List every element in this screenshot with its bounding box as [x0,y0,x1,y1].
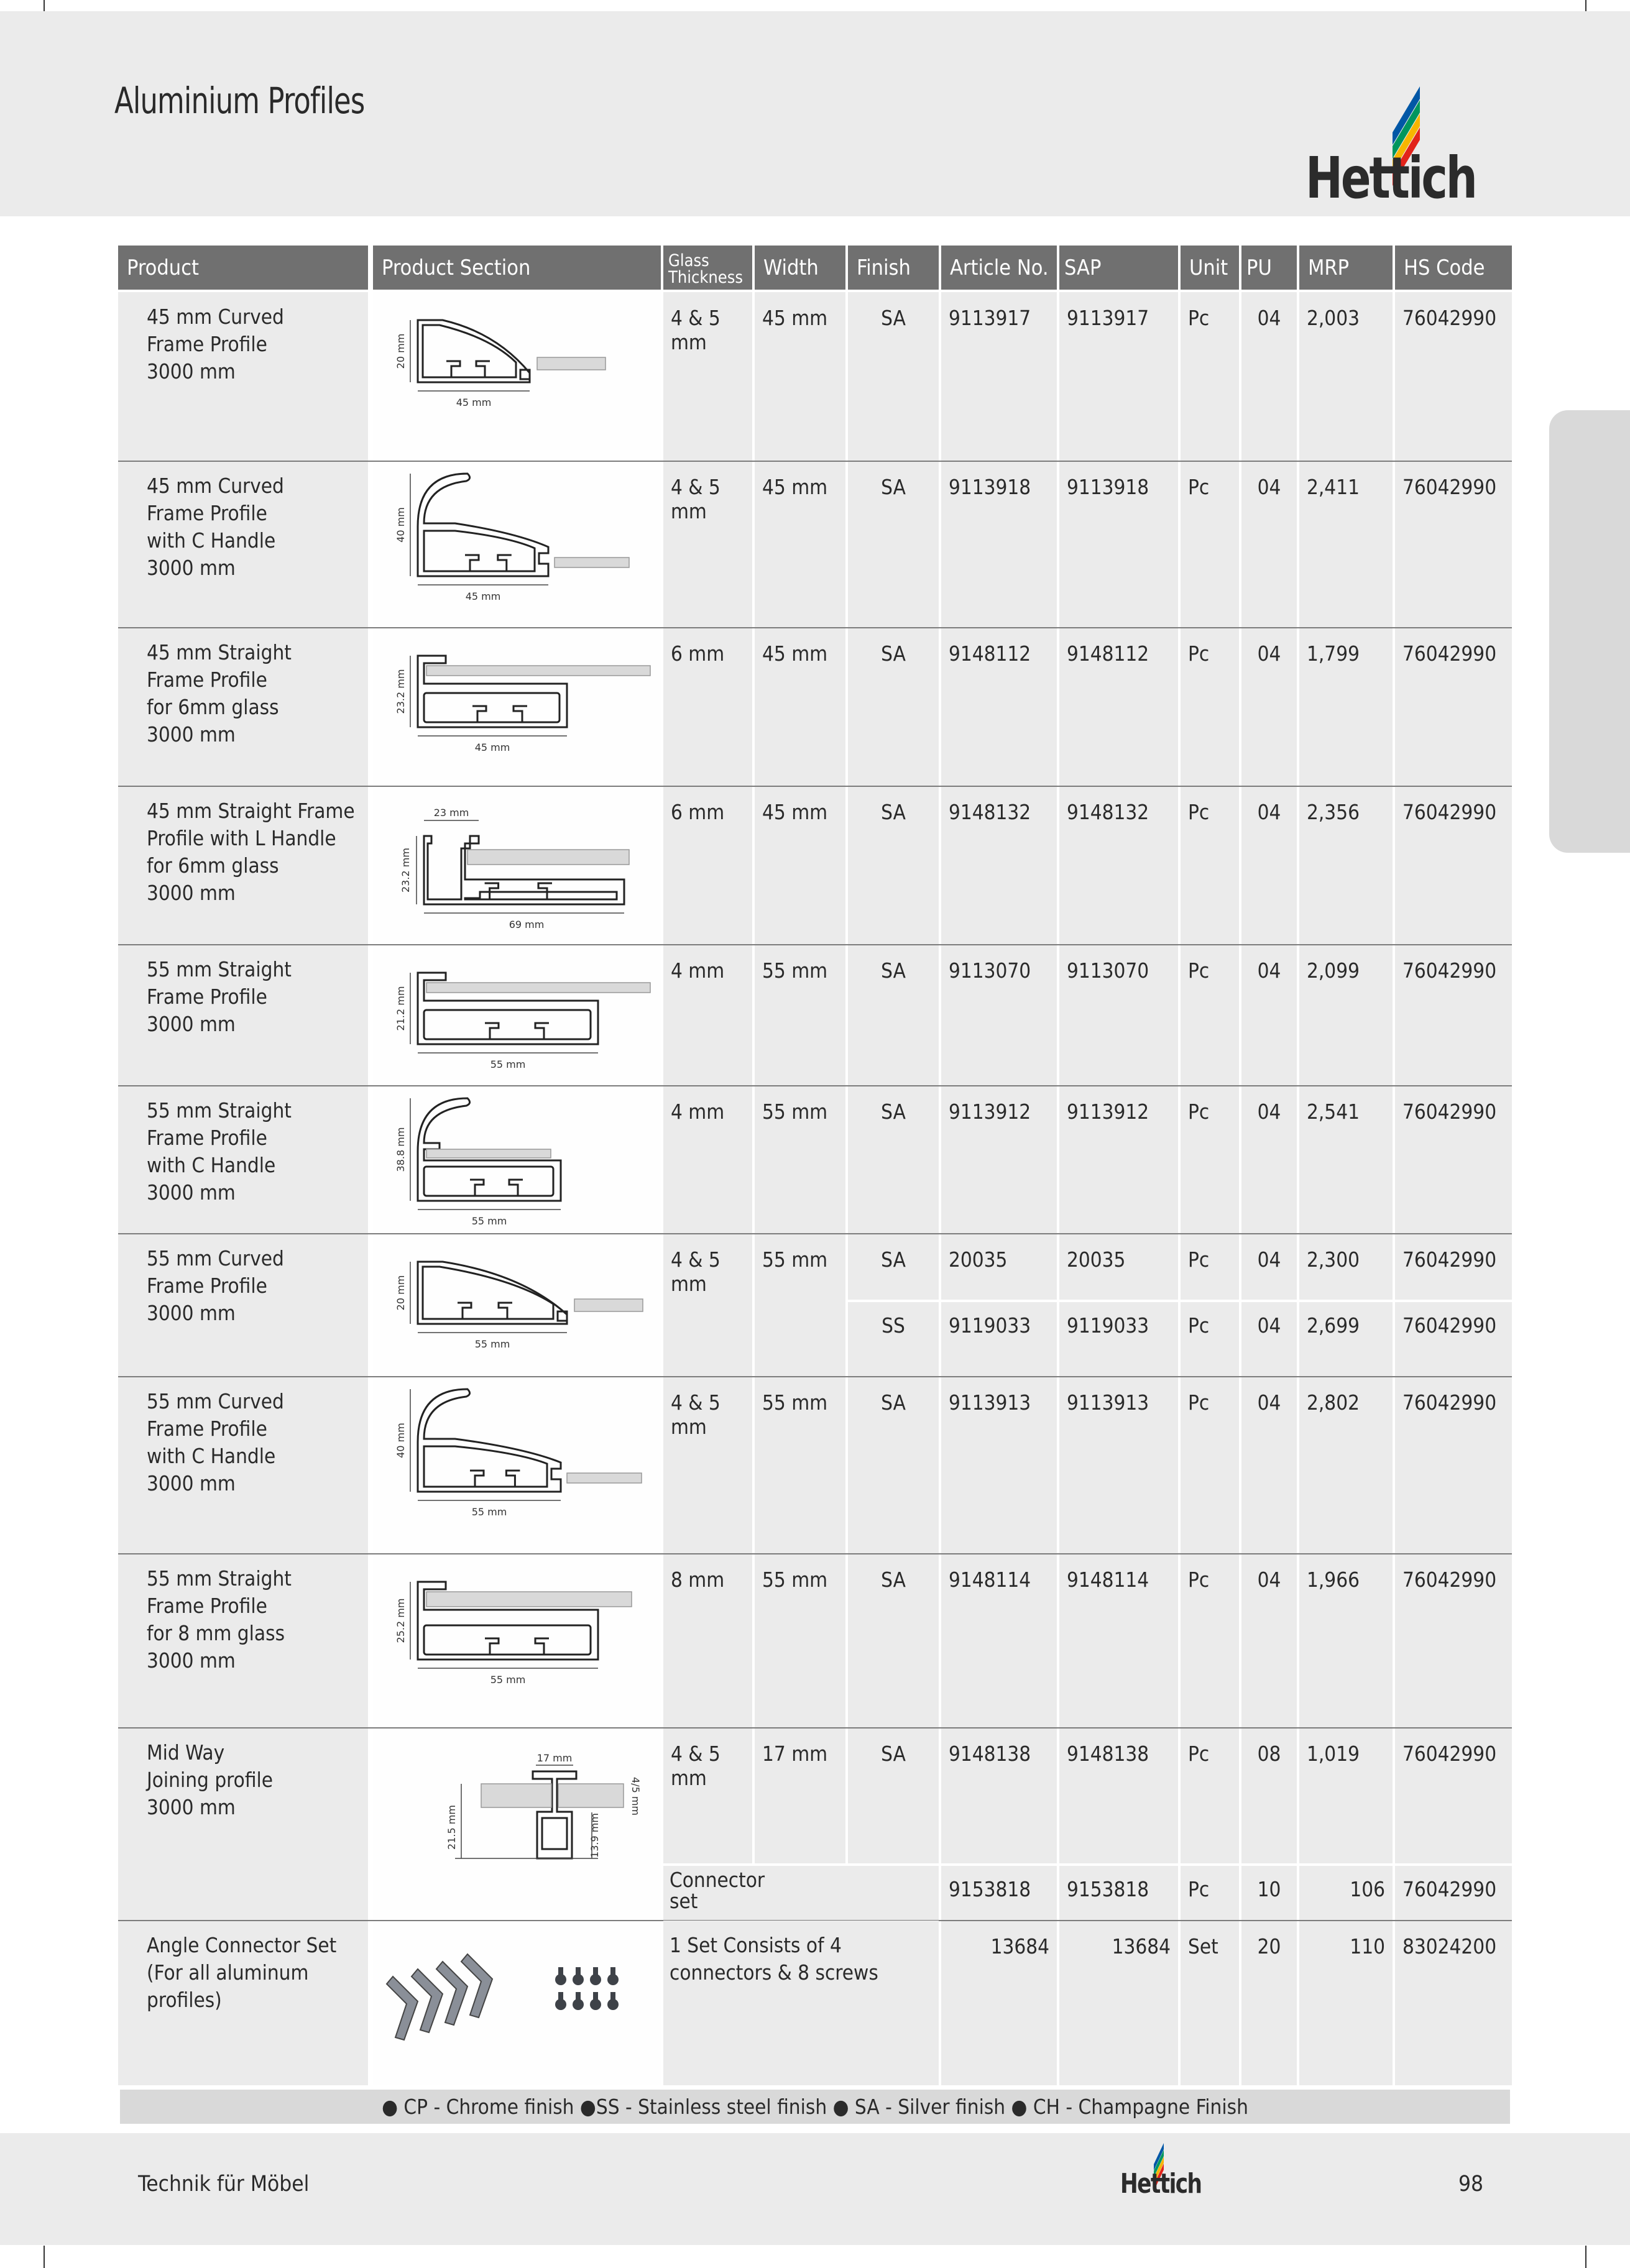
product-name-line: Frame Profile [147,501,267,525]
glass-panel [426,983,650,993]
profile-width: 55 mm [762,958,828,983]
product-section-drawing [374,628,660,786]
dimension-label: 55 mm [471,1215,507,1227]
profile-inner [542,1818,567,1849]
profile-slot [535,1638,549,1655]
product-name-line: Frame Profile [147,985,267,1009]
sap-number: 9113918 [1067,475,1149,499]
profile-width: 45 mm [762,800,828,824]
col-header-pu: PU [1241,246,1297,290]
product-section-drawing [374,292,660,461]
finish-legend: ● CP - Chrome finish ●SS - Stainless steel finish ● SA - Silver finish ● CH - Champagne Finish [120,2090,1510,2124]
col-header-unit: Unit [1181,246,1239,290]
screw-icon [576,1967,581,1975]
profile-slot [476,361,490,377]
screw-icon [576,1992,581,1999]
product-name-line: for 6mm glass [147,853,279,878]
hettich-logo [1305,84,1504,211]
product-name-line: Frame Profile [147,1416,267,1441]
article-number: 9148114 [949,1568,1031,1592]
unit: Pc [1188,306,1210,330]
dimension-label: 21.2 mm [395,986,407,1031]
finish-code: SA [881,1390,906,1415]
profile-slot [472,706,486,722]
sap-number: 9113913 [1067,1390,1149,1415]
dimension-label: 40 mm [395,1423,407,1458]
glass-thickness: 4 & 5 mm [671,306,721,354]
finish-code: SA [881,1100,906,1124]
finish-code: SA [881,306,906,330]
article-number: 13684 [990,1934,1049,1958]
profile-slot [470,1180,484,1196]
glass-panel [426,666,650,676]
product-name-line: 3000 mm [147,722,236,746]
row-separator [118,627,1512,628]
pu: 04 [1257,958,1281,983]
product-name-line: 3000 mm [147,1795,236,1819]
sap-number: 9113912 [1067,1100,1149,1124]
product-name [147,1739,371,1821]
dimension-label: 69 mm [509,919,545,930]
product-name-line: 3000 mm [147,881,236,905]
product-name-line: 45 mm Straight [147,640,292,664]
dimension-label: 21.5 mm [446,1805,458,1850]
col-header-sap: SAP [1059,246,1178,290]
profile-slot [446,361,460,377]
profile-width: 55 mm [762,1247,828,1272]
pu: 10 [1257,1877,1281,1901]
page-title: Aluminium Profiles [114,80,365,122]
glass-panel [481,1784,551,1807]
unit: Pc [1188,1247,1210,1272]
profile-outline [418,320,530,382]
product-name-line: (For all aluminum [147,1960,309,1985]
sap-number: 9148138 [1067,1742,1149,1766]
unit: Pc [1188,1100,1210,1124]
dimension-label: 45 mm [456,397,492,408]
product-name-line: 55 mm Straight [147,957,292,981]
profile-outline [418,1262,567,1324]
product-name-line: 45 mm Curved [147,474,284,498]
sap-number: 9148114 [1067,1568,1149,1592]
article-number: 9113913 [949,1390,1031,1415]
glass-thickness: 4 mm [671,1100,725,1124]
pu: 20 [1257,1934,1281,1958]
article-number: 9113912 [949,1100,1031,1124]
pu: 04 [1257,641,1281,666]
set-description-line: connectors & 8 screws [670,1960,878,1985]
glass-panel [537,357,605,370]
mrp-price: 2,099 [1307,958,1360,983]
dimension-label: 23.2 mm [400,848,412,893]
table-bottom-line [118,2085,1512,2087]
screw-icon [590,1974,601,1985]
product-section-drawing [374,461,660,628]
mrp-price: 2,300 [1307,1247,1360,1272]
profile-width: 55 mm [762,1100,828,1124]
unit: Set [1188,1934,1218,1958]
screw-icon [610,1992,615,1999]
article-number: 9113070 [949,958,1031,983]
sap-number: 9148132 [1067,800,1149,824]
section-side-tab[interactable] [1549,410,1630,853]
screw-icon [573,1974,584,1985]
product-name-line: 3000 mm [147,1648,236,1673]
row-separator [118,1727,1512,1729]
dimension-label: 45 mm [474,741,510,753]
col-header-section: Product Section [373,246,661,290]
profile-outline [418,474,548,576]
mrp-price: 1,019 [1307,1742,1360,1766]
profile-slot [498,555,512,571]
product-section-drawing [374,1554,660,1728]
col-header-article: Article No. [941,246,1057,290]
col-header-finish: Finish [848,246,939,290]
mrp-price: 2,356 [1307,800,1360,824]
product-name [147,639,371,748]
screw-icon [607,1999,619,2010]
product-name [147,1932,371,2014]
product-name-line: with C Handle [147,1153,276,1177]
product-section-drawing [374,1728,660,1921]
product-name-line: 45 mm Curved [147,305,284,329]
product-section-drawing [374,945,660,1086]
dimension-label: 45 mm [465,590,501,602]
unit: Pc [1188,1877,1210,1901]
profile-inner [424,693,559,722]
variant-separator [848,1300,1512,1302]
article-number: 9148132 [949,800,1031,824]
dimension-label: 38.8 mm [395,1127,407,1172]
unit: Pc [1188,800,1210,824]
product-name-line: 3000 mm [147,1301,236,1325]
col-header-glass-line2: Thickness [668,267,744,287]
pu: 04 [1257,306,1281,330]
dimension-label: 55 mm [490,1058,526,1070]
hs-code: 83024200 [1402,1934,1497,1958]
screw-icon [558,1992,563,1999]
mrp-price: 2,541 [1307,1100,1360,1124]
hs-code: 76042990 [1402,1100,1497,1124]
profile-slot [509,1180,523,1196]
glass-panel [555,558,629,567]
product-name-line: Frame Profile [147,668,267,692]
product-name-line: 3000 mm [147,556,236,580]
dimension-label: 55 mm [471,1506,507,1518]
product-name-line: Frame Profile [147,332,267,356]
mrp-price: 2,802 [1307,1390,1360,1415]
finish-code: SA [881,1568,906,1592]
row-separator [118,1085,1512,1086]
profile-slot [513,706,527,722]
profile-slot [470,1471,484,1487]
finish-code: SA [881,958,906,983]
product-name-line: Frame Profile [147,1594,267,1618]
pu: 08 [1257,1742,1281,1766]
profile-outline [424,836,624,904]
col-header-glass [663,246,752,290]
product-name-line: 3000 mm [147,359,236,383]
row-separator [118,461,1512,462]
product-name-line: Angle Connector Set [147,1933,337,1957]
profile-inner [424,1167,553,1196]
screw-icon [573,1999,584,2010]
product-name [147,1245,371,1327]
product-name [147,472,371,582]
row-separator [118,1376,1512,1377]
article-number: 9113918 [949,475,1031,499]
profile-slot [485,1023,499,1039]
page-number: 98 [1458,2172,1484,2197]
product-name [147,956,371,1038]
sap-number: 9148112 [1067,641,1149,666]
finish-code: SA [881,641,906,666]
mrp-price: 106 [1350,1877,1385,1901]
glass-thickness: 6 mm [671,800,725,824]
product-name-line: for 6mm glass [147,695,279,719]
hs-code: 76042990 [1402,1742,1497,1766]
pu: 04 [1257,1390,1281,1415]
profile-inner [465,892,617,899]
dimension-label: 17 mm [536,1752,573,1764]
glass-panel [574,1299,643,1311]
dimension-label: 20 mm [395,1275,407,1311]
product-section-drawing [374,1086,660,1234]
sap-number: 9153818 [1067,1877,1149,1901]
finish-code: SA [881,800,906,824]
dimension-label: 20 mm [395,333,407,369]
crop-mark [44,2246,45,2268]
unit: Pc [1188,1313,1210,1338]
hs-code: 76042990 [1402,958,1497,983]
finish-code: SA [881,1247,906,1272]
unit: Pc [1188,1742,1210,1766]
unit: Pc [1188,958,1210,983]
screw-icon [593,1992,598,1999]
product-name [147,1097,371,1206]
finish-code: SA [881,475,906,499]
row-separator [118,786,1512,787]
row-separator [118,1553,1512,1554]
row-separator [118,944,1512,945]
profile-inner [424,1625,591,1655]
glass-thickness: 6 mm [671,641,725,666]
mrp-price: 1,799 [1307,641,1360,666]
product-name-line: Frame Profile [147,1126,267,1150]
connector-set-label-line: Connector [670,1868,765,1892]
article-number: 9119033 [949,1313,1031,1338]
profile-slot [506,1471,520,1487]
mrp-price: 1,966 [1307,1568,1360,1592]
profile-width: 45 mm [762,641,828,666]
article-number: 9148138 [949,1742,1031,1766]
glass-thickness: 4 & 5 mm [671,475,721,523]
glass-thickness: 4 & 5 mm [671,1742,721,1790]
product-name-line: Joining profile [147,1768,274,1792]
profile-slot [485,1638,499,1655]
product-name [147,303,371,385]
pu: 04 [1257,1313,1281,1338]
glass-thickness: 8 mm [671,1568,725,1592]
product-name-line: Profile with L Handle [147,826,336,850]
sap-number: 20035 [1067,1247,1126,1272]
col-header-width: Width [755,246,845,290]
product-name-line: with C Handle [147,528,276,553]
unit: Pc [1188,1390,1210,1415]
dimension-label: 23 mm [433,807,469,819]
screw-icon [610,1967,615,1975]
glass-thickness: 4 mm [671,958,725,983]
screw-icon [590,1999,601,2010]
connector-set-label [670,1870,765,1912]
product-section-drawing [374,1234,660,1377]
connector-set-label-line: set [670,1889,698,1913]
crop-mark [1585,2246,1586,2268]
dimension-label: 13.9 mm [589,1813,601,1858]
dimension-label: 55 mm [490,1674,526,1686]
profile-width: 55 mm [762,1390,828,1415]
hs-code: 76042990 [1402,1313,1497,1338]
glass-thickness: 4 & 5 mm [671,1390,721,1439]
product-name-line: 55 mm Curved [147,1389,284,1413]
unit: Pc [1188,1568,1210,1592]
product-name-line: 3000 mm [147,1180,236,1205]
dimension-label: 23.2 mm [395,669,407,714]
product-section-drawing [374,1921,660,2085]
profile-width: 55 mm [762,1568,828,1592]
profile-inner [423,1267,553,1319]
sap-number: 9113070 [1067,958,1149,983]
screw-icon [607,1974,619,1985]
profile-slot [499,1303,512,1319]
product-name-line: 45 mm Straight Frame [147,799,355,823]
profile-slot [535,1023,549,1039]
finish-code: SA [881,1742,906,1766]
brand-name: Hettich [1305,145,1476,211]
product-name-line: 55 mm Curved [147,1246,284,1270]
glass-panel [426,1592,632,1607]
set-description [670,1932,943,1986]
product-name-line: with C Handle [147,1444,276,1468]
mrp-price: 110 [1350,1934,1385,1958]
product-name-line: 3000 mm [147,1012,236,1036]
profile-inner [424,1010,591,1039]
profile-width: 45 mm [762,475,828,499]
glass-panel [567,1473,642,1483]
dimension-label: 25.2 mm [395,1598,407,1643]
product-section-drawing [374,1377,660,1554]
hs-code: 76042990 [1402,1568,1497,1592]
col-header-hs: HS Code [1395,246,1512,290]
screw-icon [555,1974,566,1985]
finish-code: SS [882,1313,905,1338]
col-header-mrp: MRP [1299,246,1393,290]
mrp-price: 2,003 [1307,306,1360,330]
col-header-product: Product [118,246,368,290]
glass-thickness: 4 & 5 mm [671,1247,721,1296]
profile-width: 45 mm [762,306,828,330]
product-name [147,797,371,907]
mrp-price: 2,411 [1307,475,1360,499]
hs-code: 76042990 [1402,1877,1497,1901]
dimension-label: 40 mm [395,507,407,543]
footer-hettich-logo [1119,2143,1206,2199]
unit: Pc [1188,475,1210,499]
screw-icon [558,1967,563,1975]
sap-number: 13684 [1112,1934,1171,1958]
hs-code: 76042990 [1402,475,1497,499]
glass-panel [558,1784,624,1807]
row-separator [118,1233,1512,1234]
product-name-line: for 8 mm glass [147,1621,285,1645]
hs-code: 76042990 [1402,641,1497,666]
hs-code: 76042990 [1402,1390,1497,1415]
glass-panel [467,850,629,865]
product-name-line: profiles) [147,1988,222,2012]
pu: 04 [1257,1247,1281,1272]
dimension-label: 55 mm [474,1338,510,1350]
product-name-line: 55 mm Straight [147,1098,292,1123]
product-name-line: Mid Way [147,1740,225,1765]
pu: 04 [1257,800,1281,824]
profile-width: 17 mm [762,1742,828,1766]
article-number: 9153818 [949,1877,1031,1901]
product-name-line: 55 mm Straight [147,1566,292,1591]
footer-brand-name: Hettich [1120,2168,1202,2200]
article-number: 9113917 [949,306,1031,330]
mrp-price: 2,699 [1307,1313,1360,1338]
hs-code: 76042990 [1402,1247,1497,1272]
footer-tagline: Technik für Möbel [138,2172,310,2197]
sap-number: 9113917 [1067,306,1149,330]
pu: 04 [1257,475,1281,499]
dimension-label: 4/5 mm [630,1776,642,1816]
pu: 04 [1257,1568,1281,1592]
product-section-drawing [374,786,660,945]
col-header-glass-line1: Glass [668,250,709,270]
angle-connector-icon [387,1976,418,2040]
product-name [147,1388,371,1497]
sap-number: 9119033 [1067,1313,1149,1338]
article-number: 9148112 [949,641,1031,666]
set-description-line: 1 Set Consists of 4 [670,1933,842,1957]
profile-outline [418,1389,561,1492]
article-number: 20035 [949,1247,1008,1272]
product-name [147,1565,371,1674]
screw-icon [593,1967,598,1975]
profile-slot [458,1303,471,1319]
unit: Pc [1188,641,1210,666]
hs-code: 76042990 [1402,800,1497,824]
glass-panel [426,1149,551,1158]
pu: 04 [1257,1100,1281,1124]
product-name-line: 3000 mm [147,1471,236,1495]
profile-inner [423,325,516,377]
product-name-line: Frame Profile [147,1274,267,1298]
hs-code: 76042990 [1402,306,1497,330]
profile-slot [465,555,479,571]
screw-icon [555,1999,566,2010]
